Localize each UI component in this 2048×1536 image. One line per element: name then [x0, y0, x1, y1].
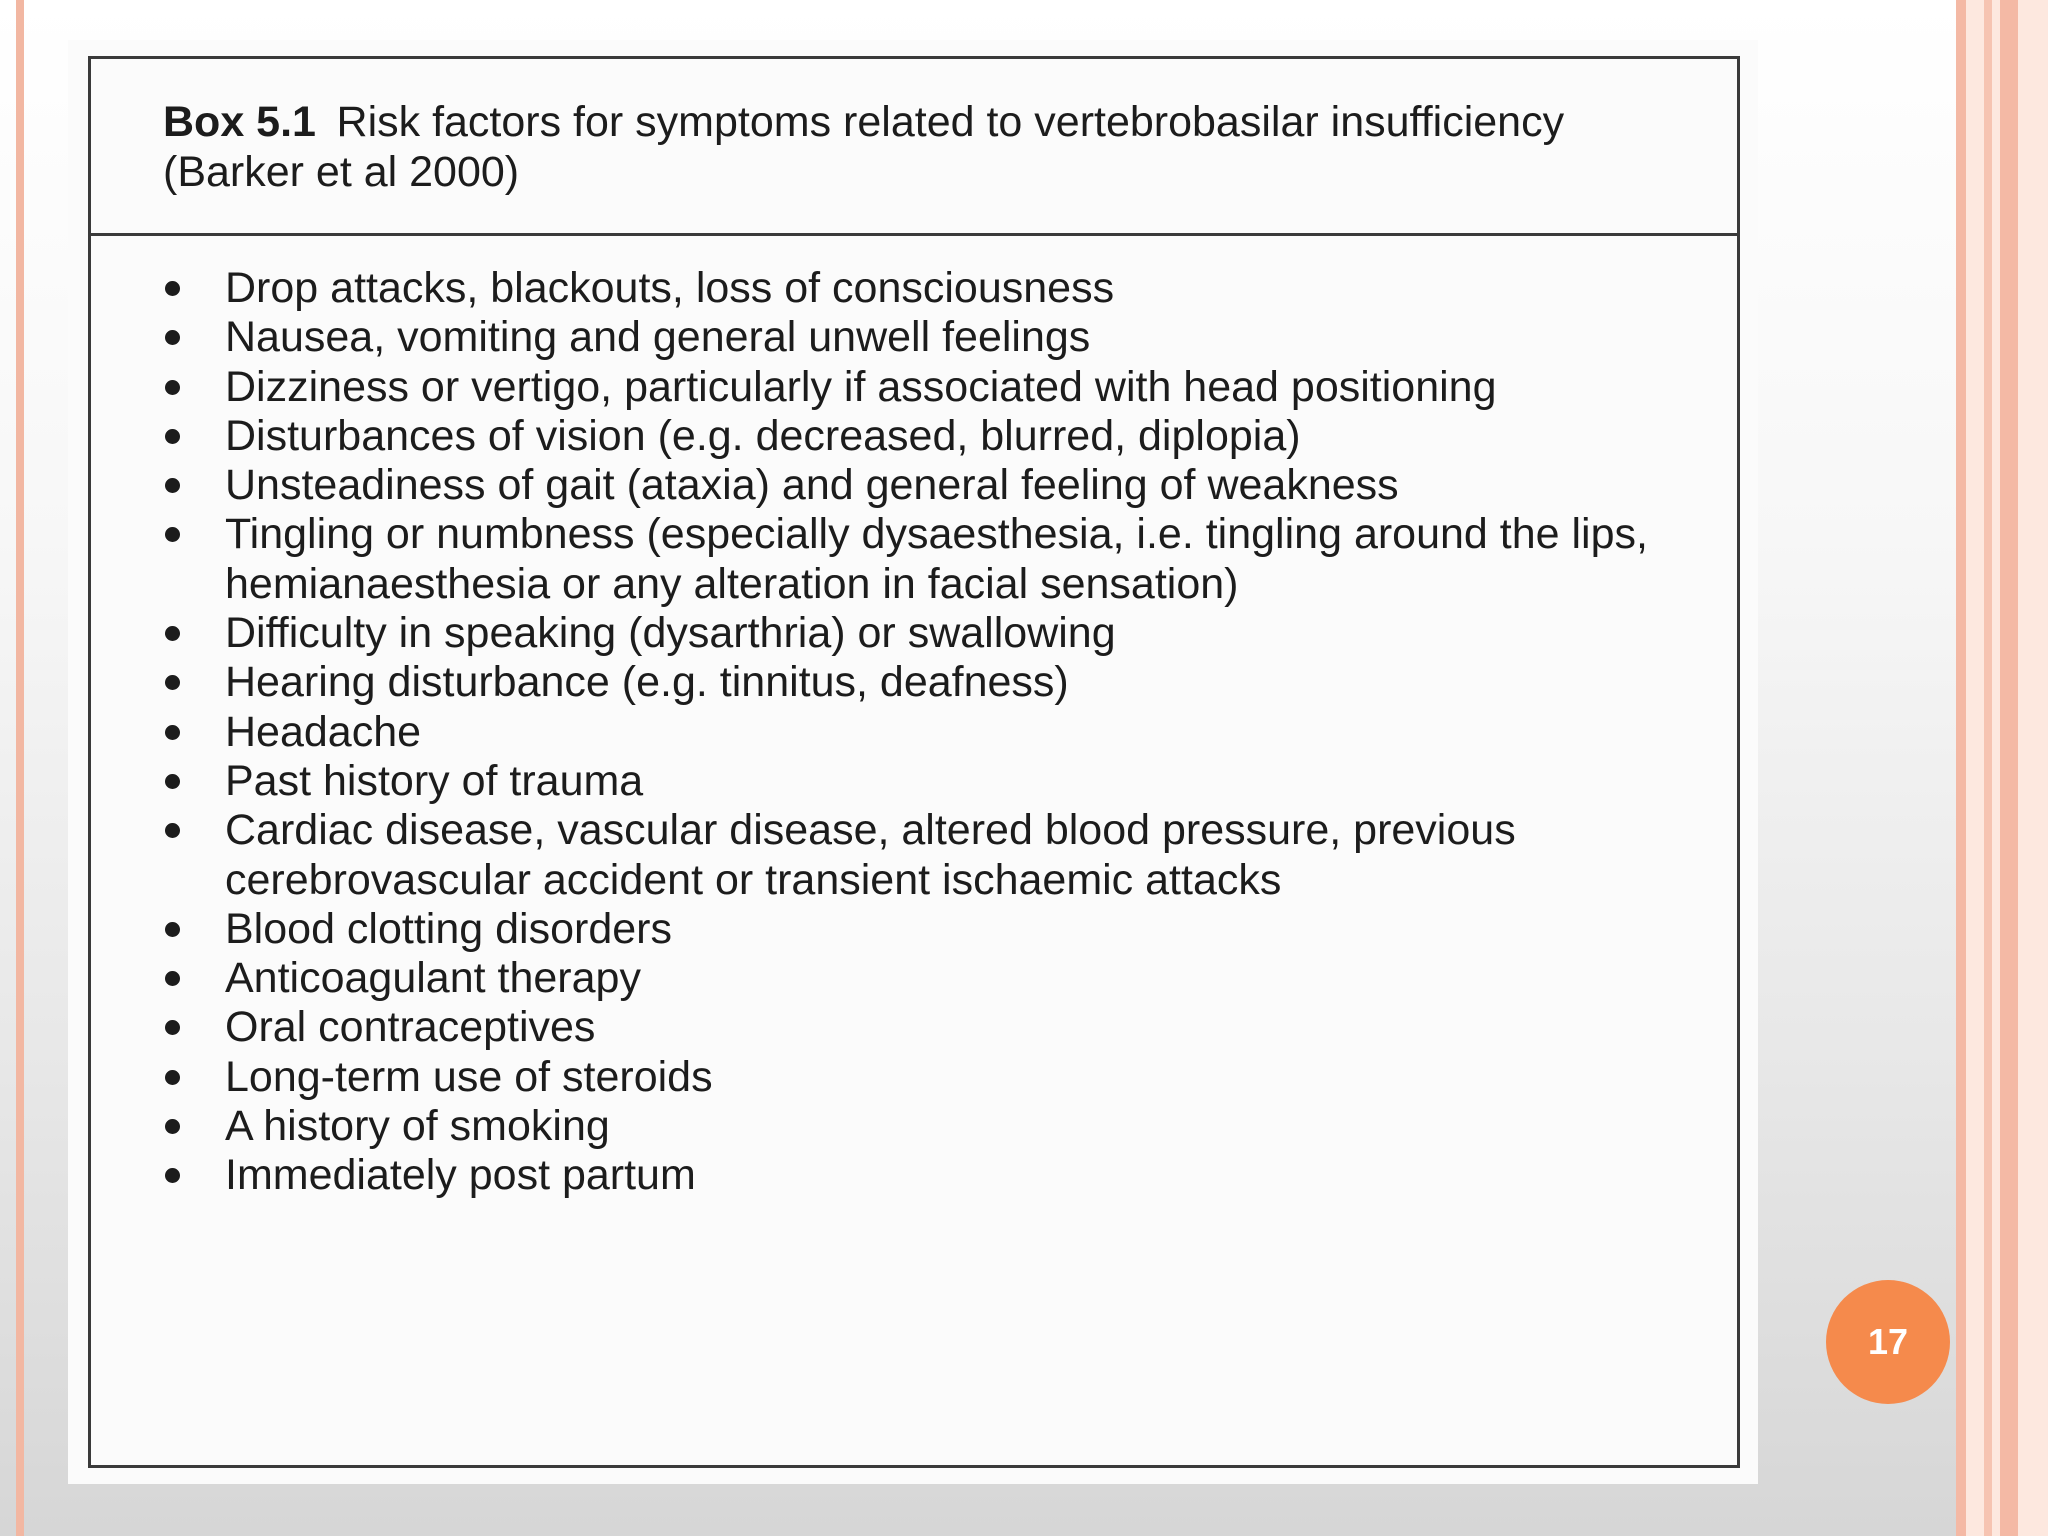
risk-factor-item: Difficulty in speaking (dysarthria) or swallowing: [163, 609, 1683, 658]
risk-factor-item: Long-term use of steroids: [163, 1053, 1683, 1102]
risk-factor-item: Cardiac disease, vascular disease, altered blood pressure, previous cerebrovascular accident or transient ischaemic attacks: [163, 806, 1683, 905]
box-label: Box 5.1: [163, 98, 316, 146]
risk-factor-item: Tingling or numbness (especially dysaesthesia, i.e. tingling around the lips, hemianaesthesia or any alteration in facial sensation): [163, 510, 1683, 609]
risk-factor-item: Unsteadiness of gait (ataxia) and general feeling of weakness: [163, 461, 1683, 510]
risk-factor-item: Nausea, vomiting and general unwell feelings: [163, 313, 1683, 362]
risk-factor-item: Disturbances of vision (e.g. decreased, blurred, diplopia): [163, 412, 1683, 461]
risk-factor-item: Anticoagulant therapy: [163, 954, 1683, 1003]
box-title-text: Risk factors for symptoms related to vertebrobasilar insufficiency (Barker et al 2000): [163, 98, 1565, 196]
risk-factor-item: Hearing disturbance (e.g. tinnitus, deafness): [163, 658, 1683, 707]
right-decorative-stripe: [1984, 0, 1992, 1536]
scanned-box-image: [68, 40, 1758, 1484]
right-decorative-stripe: [2000, 0, 2018, 1536]
risk-factor-item: Headache: [163, 708, 1683, 757]
box-title: [163, 97, 1663, 197]
risk-factor-item: A history of smoking: [163, 1102, 1683, 1151]
right-decorative-stripe: [1956, 0, 1966, 1536]
risk-factor-item: Dizziness or vertigo, particularly if associated with head positioning: [163, 363, 1683, 412]
box-header: [91, 59, 1737, 236]
risk-factor-item: Immediately post partum: [163, 1151, 1683, 1200]
left-decorative-bar: [16, 0, 24, 1536]
risk-factor-item: Blood clotting disorders: [163, 905, 1683, 954]
risk-factor-item: Past history of trauma: [163, 757, 1683, 806]
risk-factor-list: [163, 264, 1683, 1201]
risk-factor-item: Oral contraceptives: [163, 1003, 1683, 1052]
risk-factors-box: [88, 56, 1740, 1468]
slide-number-badge: 17: [1826, 1280, 1950, 1404]
risk-factor-item: Drop attacks, blackouts, loss of consciousness: [163, 264, 1683, 313]
